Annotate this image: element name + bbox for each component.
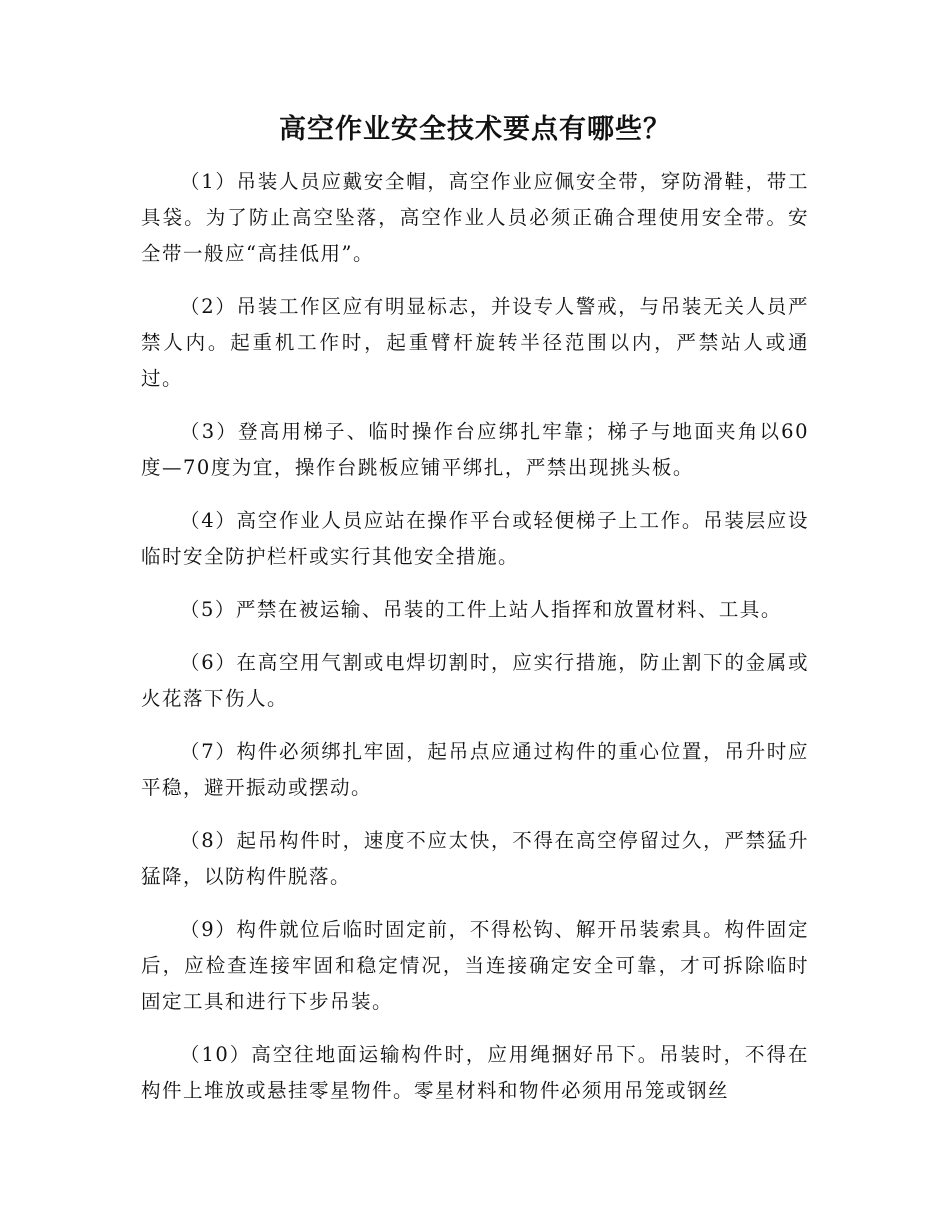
paragraph-6: （6）在高空用气割或电焊切割时，应实行措施，防止割下的金属或火花落下伤人。 bbox=[141, 651, 809, 710]
paragraph-1: （1）吊装人员应戴安全帽，高空作业应佩安全带，穿防滑鞋，带工具袋。为了防止高空坠落，高空作业人员必须正确合理使用安全带。安全带一般应“高挂低用”。 bbox=[141, 170, 809, 265]
document-body bbox=[141, 164, 809, 1126]
paragraph-5: （5）严禁在被运输、吊装的工件上站人指挥和放置材料、工具。 bbox=[180, 598, 782, 621]
paragraph-3: （3）登高用梯子、临时操作台应绑扎牢靠；梯子与地面夹角以60度—70度为宜，操作台跳板应铺平绑扎，严禁出现挑头板。 bbox=[141, 420, 809, 479]
paragraph-4: （4）高空作业人员应站在操作平台或轻便梯子上工作。吊装层应设临时安全防护栏杆或实行其他安全措施。 bbox=[141, 509, 809, 568]
paragraph-7: （7）构件必须绑扎牢固，起吊点应通过构件的重心位置，吊升时应平稳，避开振动或摆动。 bbox=[141, 740, 809, 799]
paragraph-10: （10）高空往地面运输构件时，应用绳捆好吊下。吊装时，不得在构件上堆放或悬挂零星物件。零星材料和物件必须用吊笼或钢丝 bbox=[141, 1043, 809, 1102]
paragraph-8: （8）起吊构件时，速度不应太快，不得在高空停留过久，严禁猛升猛降，以防构件脱落。 bbox=[141, 829, 809, 888]
document-title: 高空作业安全技术要点有哪些？ bbox=[279, 114, 671, 145]
paragraph-2: （2）吊装工作区应有明显标志，并设专人警戒，与吊装无关人员严禁人内。起重机工作时，起重臂杆旋转半径范围以内，严禁站人或通过。 bbox=[141, 295, 809, 390]
paragraph-9: （9）构件就位后临时固定前，不得松钩、解开吊装索具。构件固定后，应检查连接牢固和稳定情况，当连接确定安全可靠，才可拆除临时固定工具和进行下步吊装。 bbox=[141, 918, 809, 1013]
